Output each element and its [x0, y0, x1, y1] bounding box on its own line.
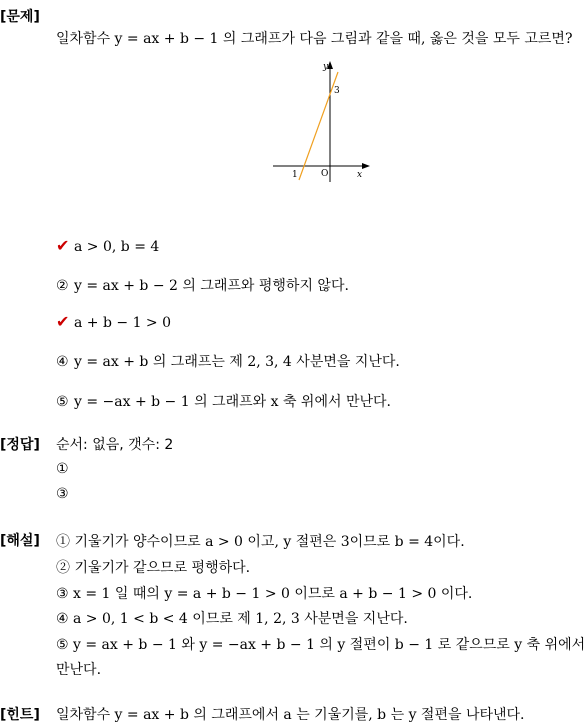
explanation-line-4: ④ a > 0, 1 < b < 4 이므로 제 1, 2, 3 사분면을 지난다.: [56, 611, 408, 627]
explanation-line-6: 만난다.: [56, 662, 102, 678]
option-2-text: y = ax + b − 2 의 그래프와 평행하지 않다.: [74, 278, 349, 294]
y-intercept-label: 3: [334, 86, 340, 96]
problem-label: [문제]: [0, 9, 40, 25]
explanation-label: [해설]: [0, 533, 40, 549]
option-3: [56, 312, 171, 331]
x-axis-arrow: [362, 163, 370, 169]
answer-item-2: ③: [56, 486, 69, 502]
option-1-text: a > 0, b = 4: [74, 239, 160, 255]
option-1: [56, 236, 159, 255]
option-3-text: a + b − 1 > 0: [74, 315, 172, 331]
answer-item-1: ①: [56, 461, 69, 477]
answer-summary: 순서: 없음, 갯수: 2: [56, 437, 174, 453]
x-axis-label: x: [357, 170, 363, 180]
option-2: [56, 275, 349, 295]
check-icon: ✔: [56, 312, 70, 331]
option-5: [56, 391, 391, 411]
explanation-line-5: ⑤ y = ax + b − 1 와 y = −ax + b − 1 의 y 절편이 b − 1 로 같으므로 y 축 위에서: [56, 637, 586, 653]
question-text: 일차함수 y = ax + b − 1 의 그래프가 다음 그림과 같을 때, 옳은 것을 모두 고르면?: [56, 31, 573, 47]
option-5-text: y = −ax + b − 1 의 그래프와 x 축 위에서 만난다.: [74, 394, 391, 410]
hint-text: 일차함수 y = ax + b 의 그래프에서 a 는 기울기를, b 는 y 절편을 나타낸다.: [56, 707, 525, 723]
origin-label: O: [321, 169, 329, 179]
graph-svg: [268, 56, 378, 186]
function-line: [299, 72, 338, 180]
option-5-number: ⑤: [56, 394, 69, 410]
option-4-number: ④: [56, 354, 69, 370]
function-graph: [268, 56, 378, 190]
answer-label: [정답]: [0, 437, 40, 453]
x-intercept-label: 1: [292, 170, 298, 180]
explanation-line-1: ① 기울기가 양수이므로 a > 0 이고, y 절편은 3이므로 b = 4이다.: [56, 534, 465, 550]
check-icon: ✔: [56, 236, 70, 255]
explanation-line-3: ③ x = 1 일 때의 y = a + b − 1 > 0 이므로 a + b − 1 > 0 이다.: [56, 586, 473, 602]
option-4: [56, 351, 400, 371]
option-4-text: y = ax + b 의 그래프는 제 2, 3, 4 사분면을 지난다.: [74, 354, 400, 370]
option-2-number: ②: [56, 278, 69, 294]
y-axis-label: y: [323, 62, 329, 72]
hint-label: [힌트]: [0, 707, 40, 723]
explanation-line-2: ② 기울기가 같으므로 평행하다.: [56, 560, 251, 576]
